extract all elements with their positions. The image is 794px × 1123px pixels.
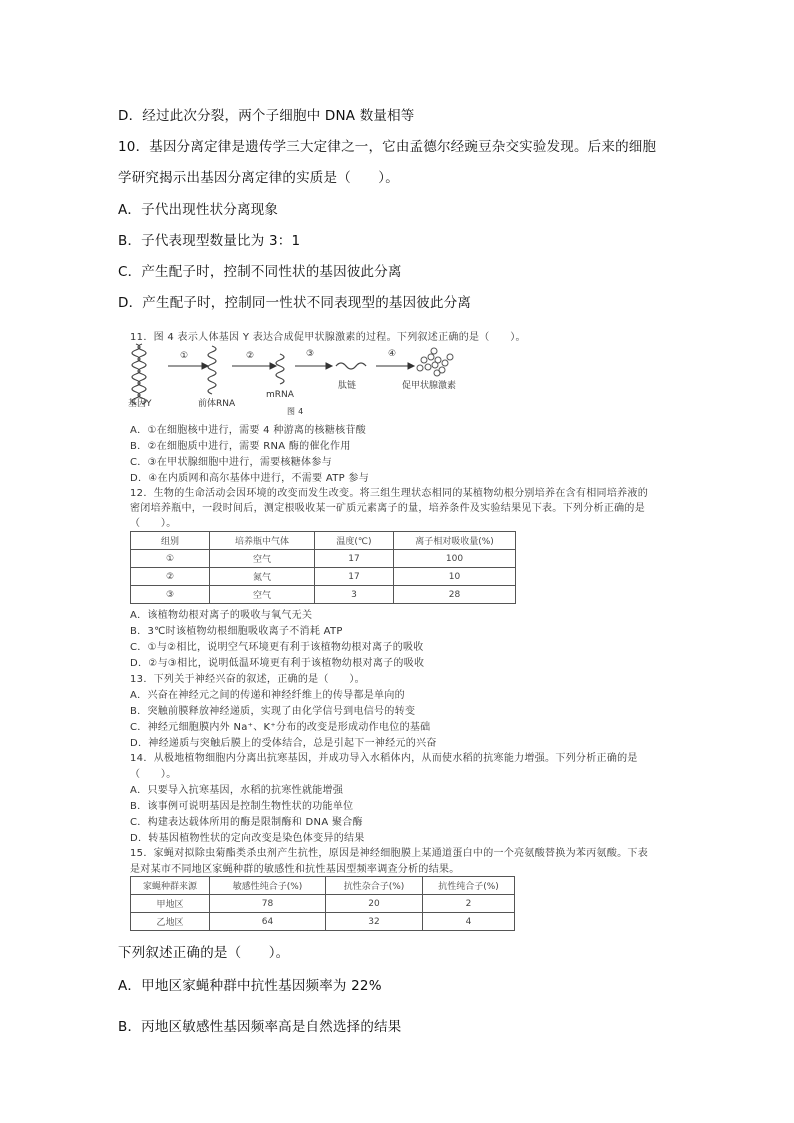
q10-option-d: D．产生配子时，控制同一性状不同表现型的基因彼此分离 [118,295,472,311]
cell: ② [131,568,210,586]
cell: 空气 [210,586,315,604]
q14-option-c: C．构建表达载体所用的酶是限制酶和 DNA 聚合酶 [130,817,363,828]
q14-option-b: B．该事例可说明基因是控制生物性状的功能单位 [130,801,354,812]
q13-option-c: C．神经元细胞膜内外 Na⁺、K⁺分布的改变是形成动作电位的基础 [130,722,431,733]
cell: 20 [326,895,423,913]
table-row [131,895,515,913]
q11-option-b: B．②在细胞质中进行，需要 RNA 酶的催化作用 [130,441,351,452]
cell: 78 [210,895,326,913]
q10-stem: 10．基因分离定律是遗传学三大定律之一，它由孟德尔经豌豆杂交实验发现。后来的细胞 [118,139,657,155]
q13-option-a: A．兴奋在神经元之间的传递和神经纤维上的传导都是单向的 [130,690,405,701]
q12-option-c: C．①与②相比，说明空气环境更有利于该植物幼根对离子的吸收 [130,642,424,653]
q14-stem-1: 14．从极地植物细胞内分离出抗寒基因，并成功导入水稻体内，从而使水稻的抗寒能力增强。下列分析正确的是 [130,753,638,764]
step-4-label: ④ [388,349,397,359]
q14-stem-2: （ ）。 [130,769,177,780]
cell: ③ [131,586,210,604]
q10-option-b: B．子代表现型数量比为 3：1 [118,233,301,249]
figure-caption: 图 4 [287,407,304,416]
step-3-label: ③ [306,349,315,359]
table-header-row [131,532,516,550]
q13-stem: 13．下列关于神经兴奋的叙述，正确的是（ ）。 [130,674,365,685]
q10-stem-cont: 学研究揭示出基因分离定律的实质是（ ）。 [118,170,399,186]
q12-option-d: D．②与③相比，说明低温环境更有利于该植物幼根对离子的吸收 [130,658,425,669]
mrna-strand-icon [276,354,284,384]
cell: 32 [326,913,423,931]
dna-helix-icon [132,344,146,404]
header-cell: 抗性杂合子(%) [326,877,423,895]
peptide-chain-icon [336,363,366,369]
q12-option-b: B．3℃时该植物幼根细胞吸收离子不消耗 ATP [130,626,343,637]
cell: 2 [423,895,515,913]
q15-table [130,876,515,931]
cell: 氮气 [210,568,315,586]
q13-option-b: B．突触前膜释放神经递质，实现了由化学信号到电信号的转变 [130,706,416,717]
label-mrna: mRNA [266,390,294,400]
table-row [131,586,516,604]
q11-option-a: A．①在细胞核中进行，需要 4 种游离的核糖核苷酸 [130,425,367,436]
q10-option-a: A．子代出现性状分离现象 [118,202,279,218]
table-row [131,913,515,931]
label-tsh: 促甲状腺激素 [402,381,457,391]
table-row [131,568,516,586]
header-cell: 家蝇种群来源 [131,877,210,895]
q15-stem-1: 15．家蝇对拟除虫菊酯类杀虫剂产生抗性，原因是神经细胞膜上某通道蛋白中的一个亮氨酸替换为苯丙氨酸。下表 [130,848,649,859]
table-row [131,550,516,568]
q15-stem-2: 是对某市不同地区家蝇种群的敏感性和抗性基因型频率调查分析的结果。 [130,864,460,875]
cell: 17 [315,550,394,568]
hormone-molecules-icon [417,348,453,376]
q12-stem-2: 密闭培养瓶中，一段时间后，测定根吸收某一矿质元素离子的量，培养条件及实验结果见下表。下列分析正确的是 [130,503,645,514]
cell: 10 [394,568,516,586]
label-peptide: 肽链 [338,381,357,391]
q11-option-d: D．④在内质网和高尔基体中进行，不需要 ATP 参与 [130,473,370,484]
step-1-label: ① [180,351,189,361]
label-pre-rna: 前体RNA [198,399,236,409]
step-2-label: ② [246,351,255,361]
cell: 空气 [210,550,315,568]
cell: 甲地区 [131,895,210,913]
q15-option-a: A．甲地区家蝇种群中抗性基因频率为 22% [118,978,382,994]
q15-option-b: B．丙地区敏感性基因频率高是自然选择的结果 [118,1019,402,1035]
header-cell: 离子相对吸收量(%) [394,532,516,550]
table-header-row [131,877,515,895]
cell: 4 [423,913,515,931]
q11-option-c: C．③在甲状腺细胞中进行，需要核糖体参与 [130,457,332,468]
cell: 28 [394,586,516,604]
header-cell: 敏感性纯合子(%) [210,877,326,895]
header-cell: 温度(℃) [315,532,394,550]
q11-stem: 11．图 4 表示人体基因 Y 表达合成促甲状腺激素的过程。下列叙述正确的是（ ）。 [130,332,526,343]
header-cell: 抗性纯合子(%) [423,877,515,895]
q12-option-a: A．该植物幼根对离子的吸收与氧气无关 [130,610,313,621]
q14-option-a: A．只要导入抗寒基因，水稻的抗寒性就能增强 [130,785,344,796]
pre-rna-strand-icon [208,346,216,394]
q14-option-d: D．转基因植物性状的定向改变是染色体变异的结果 [130,833,365,844]
q15-question: 下列叙述正确的是（ ）。 [118,945,290,961]
q9-option-d: D．经过此次分裂，两个子细胞中 DNA 数量相等 [118,108,415,124]
arrows [168,363,414,369]
cell: 64 [210,913,326,931]
cell: 乙地区 [131,913,210,931]
q12-stem-1: 12．生物的生命活动会因环境的改变而发生改变。将三组生理状态相同的某植物幼根分别培养在含有相同培养液的 [130,488,649,499]
cell: 17 [315,568,394,586]
cell: 100 [394,550,516,568]
q12-stem-3: （ ）。 [130,518,177,529]
cell: 3 [315,586,394,604]
q12-table [130,531,516,604]
q13-option-d: D．神经递质与突触后膜上的受体结合，总是引起下一神经元的兴奋 [130,738,437,749]
header-cell: 培养瓶中气体 [210,532,315,550]
header-cell: 组别 [131,532,210,550]
cell: ① [131,550,210,568]
q10-option-c: C．产生配子时，控制不同性状的基因彼此分离 [118,264,402,280]
label-gene-y: 基因Y [128,399,152,409]
